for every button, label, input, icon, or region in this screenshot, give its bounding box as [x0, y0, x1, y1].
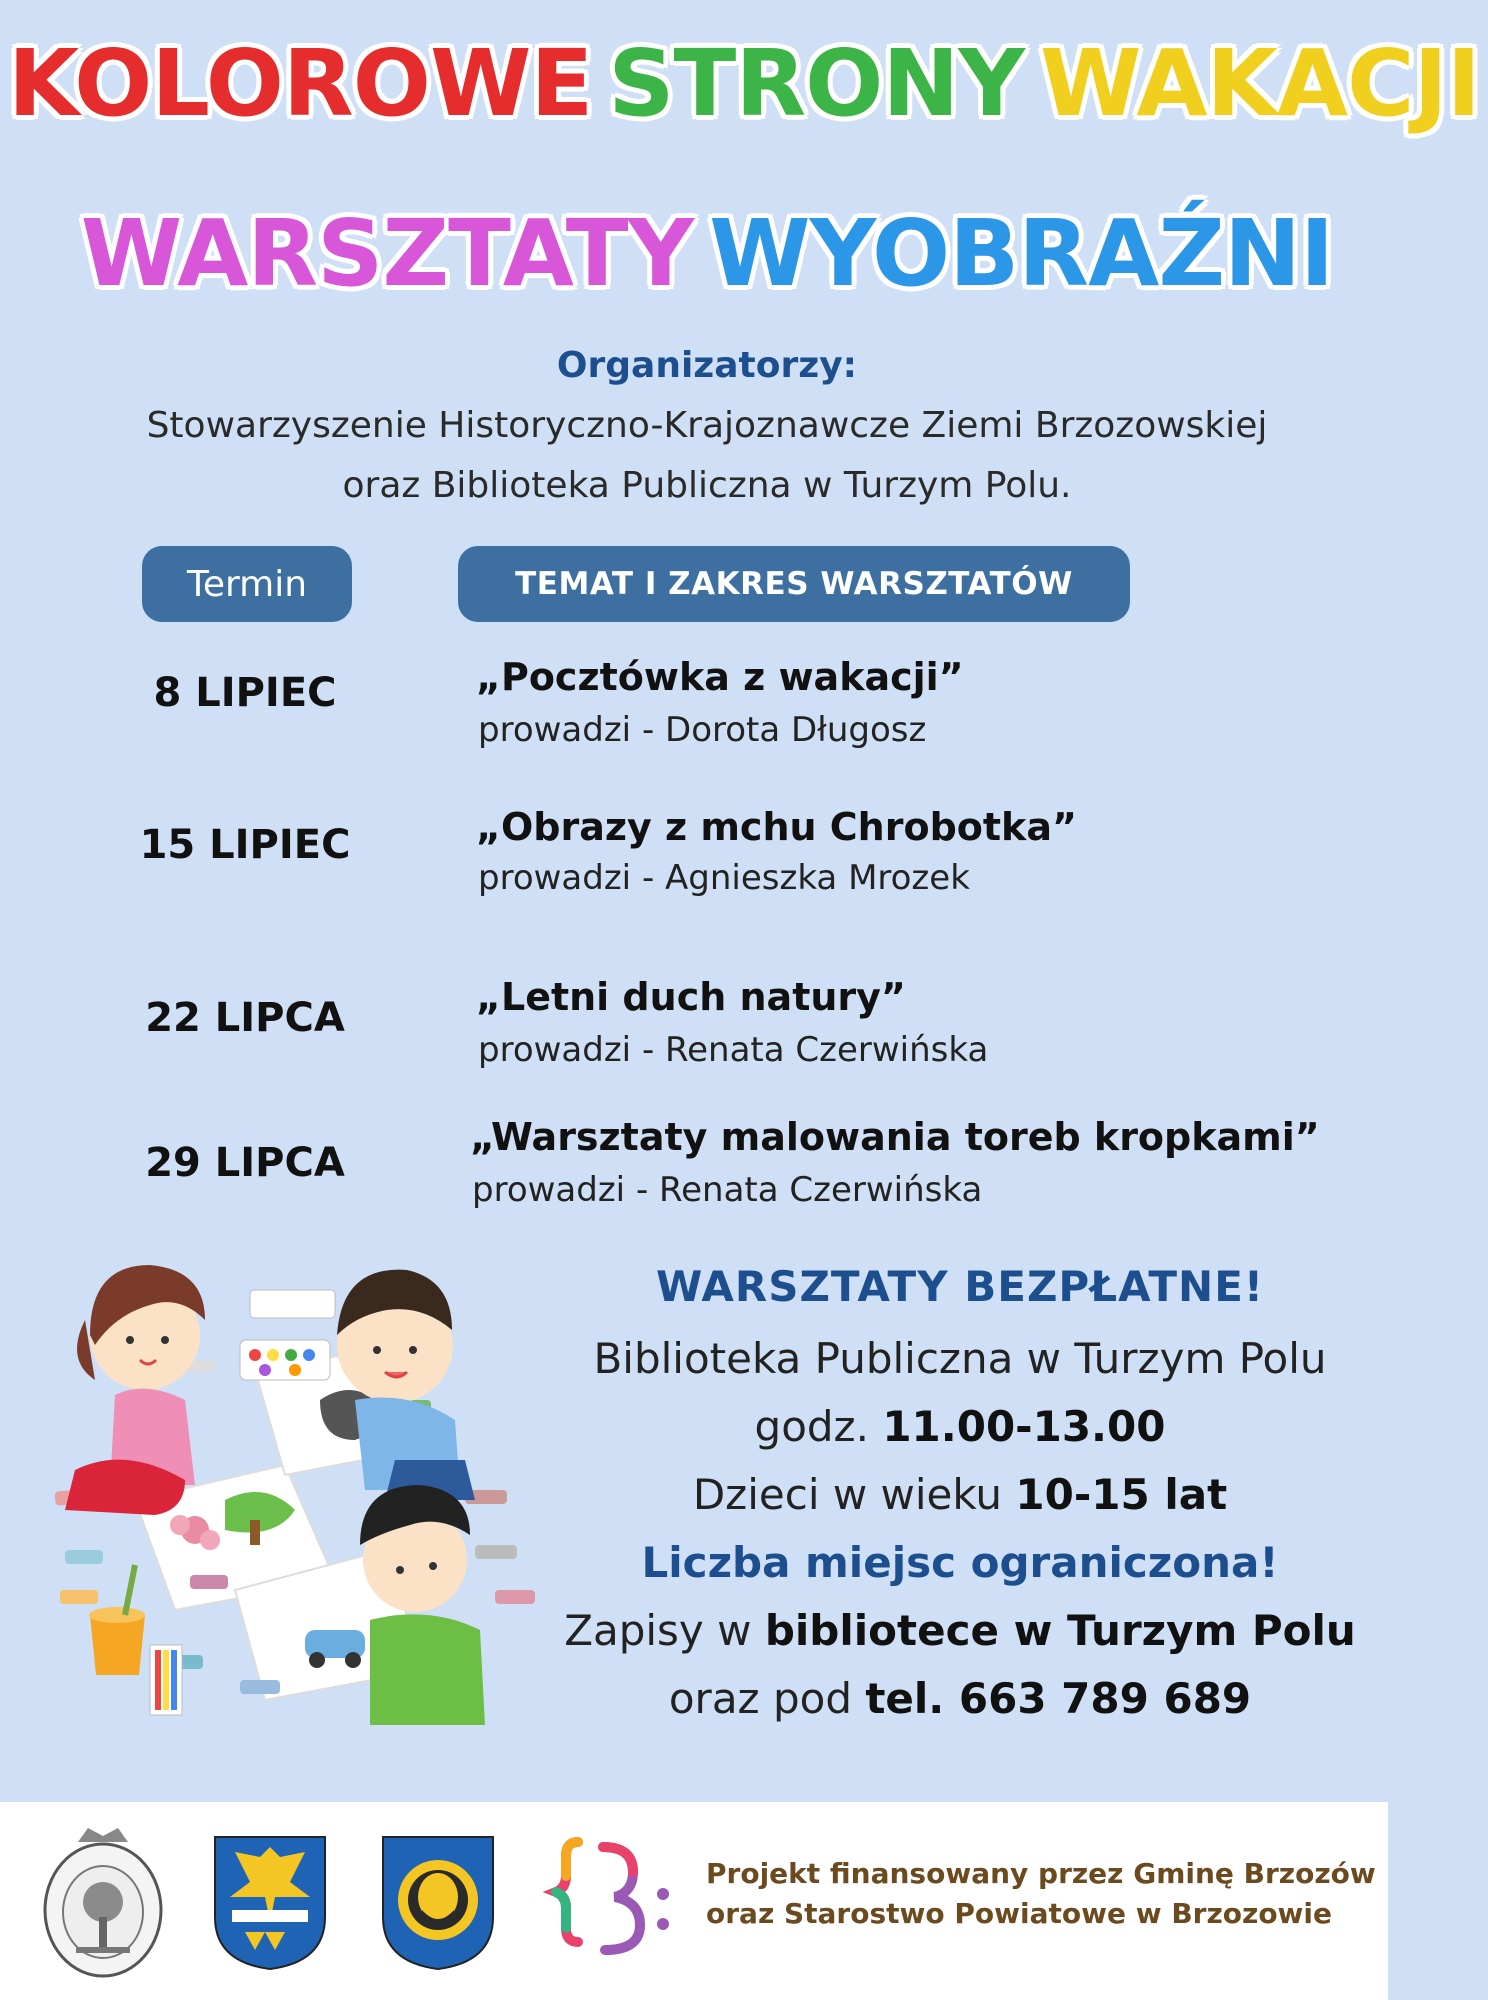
hours-value: 11.00-13.00 — [882, 1402, 1166, 1451]
library-name: Biblioteka Publiczna w Turzym Polu — [593, 1334, 1327, 1383]
row-4-date: 29 LIPCA — [145, 1140, 345, 1186]
funding-line-2: oraz Starostwo Powiatowe w Brzozowie — [706, 1897, 1333, 1930]
hours-line — [540, 1402, 1380, 1451]
row-1-lead: prowadzi - Dorota Długosz — [478, 710, 927, 750]
county-coat-of-arms — [210, 1832, 330, 1972]
paint-box — [250, 1290, 335, 1318]
phone-line — [540, 1674, 1380, 1723]
row-2-title: „Obrazy z mchu Chrobotka” — [476, 805, 1077, 849]
title-line-1 — [0, 30, 1481, 137]
commune-coat-of-arms — [378, 1832, 498, 1972]
header-term: Termin — [142, 546, 352, 622]
row-4-lead: prowadzi - Renata Czerwińska — [472, 1170, 983, 1210]
title-word-strony: STRONY — [608, 30, 1024, 137]
row-3-date: 22 LIPCA — [145, 995, 345, 1041]
funding-line-1: Projekt finansowany przez Gminę Brzozów — [706, 1857, 1376, 1890]
header-topic: TEMAT I ZAKRES WARSZTATÓW — [458, 546, 1130, 622]
phone-number: tel. 663 789 689 — [865, 1674, 1252, 1723]
free-workshops: WARSZTATY BEZPŁATNE! — [655, 1262, 1265, 1311]
age-line — [540, 1470, 1380, 1519]
organizers-line-2: oraz Biblioteka Publiczna w Turzym Polu. — [342, 465, 1072, 506]
registration-place: bibliotece w Turzym Polu — [764, 1606, 1356, 1655]
row-2-date: 15 LIPIEC — [139, 822, 351, 868]
title-word-kolorowe: KOLOROWE — [8, 30, 593, 137]
row-4-title: „Warsztaty malowania toreb kropkami” — [470, 1115, 1320, 1159]
age-prefix: Dzieci w wieku — [692, 1470, 1003, 1519]
title-line-2 — [0, 200, 1414, 307]
title-word-wakacji: WAKACJI — [1039, 30, 1481, 137]
registration-prefix: Zapisy w — [564, 1606, 752, 1655]
title-word-wyobrazni: WYOBRAŹNI — [709, 200, 1334, 307]
boy-figure-top — [337, 1270, 475, 1500]
organizers-line-1: Stowarzyszenie Historyczno-Krajoznawcze Ziemi Brzozowskiej — [146, 405, 1268, 446]
row-1-title: „Pocztówka z wakacji” — [476, 655, 964, 699]
row-2-lead: prowadzi - Agnieszka Mrozek — [478, 858, 970, 898]
paint-bucket — [90, 1615, 145, 1675]
organizers-label: Organizatorzy: — [556, 345, 858, 386]
row-1-date: 8 LIPIEC — [153, 670, 337, 716]
funding-note — [706, 1854, 1386, 1934]
limited-seats: Liczba miejsc ograniczona! — [641, 1538, 1279, 1587]
library-logo — [548, 1832, 678, 1962]
phone-prefix: oraz pod — [668, 1674, 852, 1723]
children-painting-illustration — [55, 1250, 565, 1740]
girl-figure — [65, 1265, 205, 1515]
footer-bar — [0, 1802, 1388, 2000]
hours-prefix: godz. — [754, 1402, 869, 1451]
row-3-title: „Letni duch natury” — [476, 975, 906, 1019]
town-seal-logo — [38, 1822, 168, 1982]
age-value: 10-15 lat — [1015, 1470, 1228, 1519]
registration-line — [540, 1606, 1380, 1655]
row-3-lead: prowadzi - Renata Czerwińska — [478, 1030, 989, 1070]
title-word-warsztaty: WARSZTATY — [80, 200, 694, 307]
